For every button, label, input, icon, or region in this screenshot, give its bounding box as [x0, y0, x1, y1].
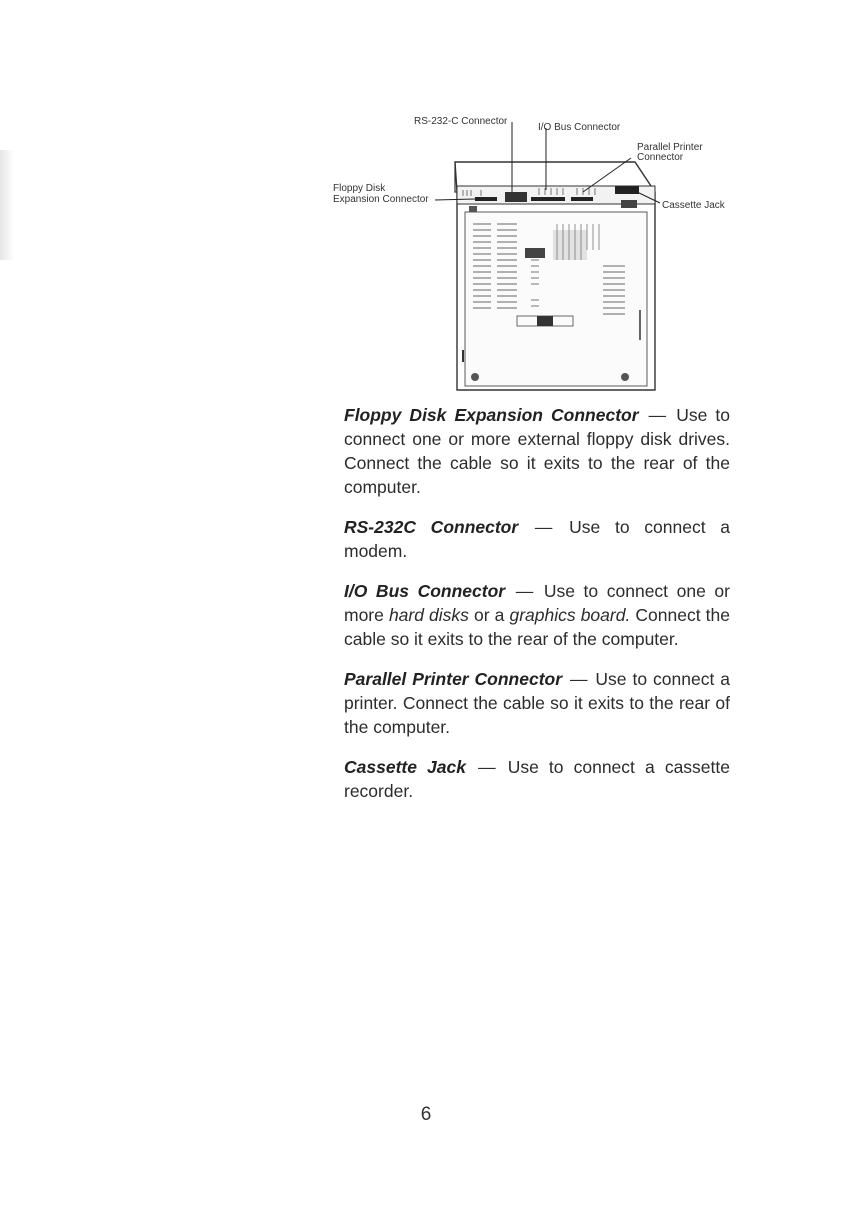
io-bus-port [531, 197, 565, 201]
entry-text: Use to connect a modem. [344, 517, 730, 561]
cassette-port [615, 186, 639, 194]
parallel-callout-line2: Connector [637, 152, 684, 163]
entry-floppy-disk-expansion [344, 403, 730, 499]
entry-text: or a [474, 605, 505, 625]
parallel-callout-line1: Parallel Printer [637, 142, 703, 153]
entry-dash: — [569, 669, 588, 689]
entry-text: Use to connect a cassette recorder. [344, 757, 730, 801]
floppy-callout-line1: Floppy Disk [333, 183, 386, 194]
entry-io-bus [344, 579, 730, 651]
floppy-port [475, 197, 497, 201]
rs232-port [505, 192, 527, 202]
entry-text: Use to connect a printer. Connect the cable so it exits to the rear of the computer. [344, 669, 730, 737]
entry-term: Floppy Disk Expansion Connector [344, 405, 639, 425]
connector-descriptions [344, 403, 730, 819]
parallel-port [571, 197, 593, 201]
entry-cassette-jack [344, 755, 730, 803]
entry-term: Cassette Jack [344, 757, 466, 777]
entry-term: RS-232C Connector [344, 517, 519, 537]
page-number: 6 [420, 1104, 432, 1125]
cassette-callout: Cassette Jack [662, 200, 725, 211]
entry-rs232c [344, 515, 730, 563]
computer-case [455, 162, 655, 390]
entry-dash: — [515, 581, 534, 601]
scan-edge-shadow [0, 150, 14, 260]
entry-dash: — [478, 757, 496, 777]
entry-text-italic: graphics board. [509, 605, 631, 625]
computer-underside-figure [325, 100, 745, 400]
entry-text: Connect the cable so it exits to the rear of the computer. [344, 605, 730, 649]
floppy-callout-line2: Expansion Connector [333, 194, 429, 205]
io-bus-callout: I/O Bus Connector [538, 122, 621, 133]
entry-term: Parallel Printer Connector [344, 669, 563, 689]
entry-dash: — [648, 405, 667, 425]
entry-term: I/O Bus Connector [344, 581, 506, 601]
entry-dash: — [534, 517, 553, 537]
computer-underside-illustration [325, 100, 745, 400]
entry-parallel-printer [344, 667, 730, 739]
entry-text-italic: hard disks [388, 605, 469, 625]
entry-text: Use to connect one or more [344, 581, 730, 625]
entry-text: Use to connect one or more external floppy disk drives. Connect the cable so it exits to the rear of the computer. [344, 405, 730, 497]
rs232-callout: RS-232-C Connector [414, 116, 508, 127]
